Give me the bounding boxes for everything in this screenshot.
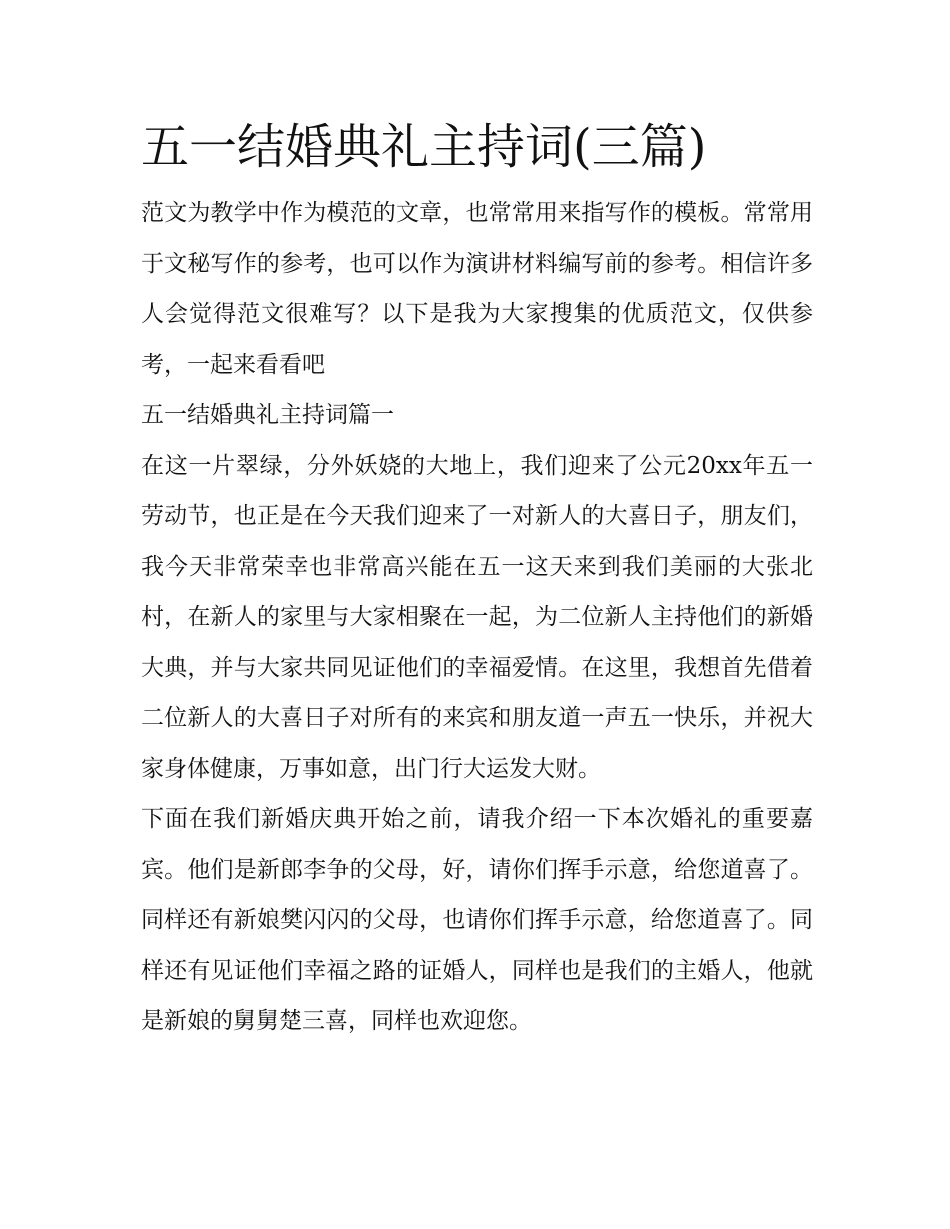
document-title: 五一结婚典礼主持词(三篇)	[141, 119, 707, 175]
body-paragraph-1: 在这一片翠绿，分外妖娆的大地上，我们迎来了公元20xx年五一劳动节，也正是在今天我们迎来了一对新人的大喜日子，朋友们，我今天非常荣幸也非常高兴能在五一这天来到我们美丽的大张北村，在新人的家里与大家相聚在一起，为二位新人主持他们的新婚大典，并与大家共同见证他们的幸福爱情。在这里，我想首先借着二位新人的大喜日子对所有的来宾和朋友道一声五一快乐，并祝大家身体健康，万事如意，出门行大运发大财。	[141, 452, 813, 782]
document-page	[141, 112, 813, 1047]
intro-paragraph: 范文为教学中作为模范的文章，也常常用来指写作的模板。常常用于文秘写作的参考，也可以作为演讲材料编写前的参考。相信许多人会觉得范文很难写？以下是我为大家搜集的优质范文，仅供参考，一起来看看吧	[141, 200, 813, 378]
body-paragraph-2: 下面在我们新婚庆典开始之前，请我介绍一下本次婚礼的重要嘉宾。他们是新郎李争的父母，好，请你们挥手示意，给您道喜了。同样还有新娘樊闪闪的父母，也请你们挥手示意，给您道喜了。同样还有见证他们幸福之路的证婚人，同样也是我们的主婚人，他就是新娘的舅舅楚三喜，同样也欢迎您。	[141, 806, 813, 1034]
section-heading: 五一结婚典礼主持词篇一	[141, 402, 394, 428]
